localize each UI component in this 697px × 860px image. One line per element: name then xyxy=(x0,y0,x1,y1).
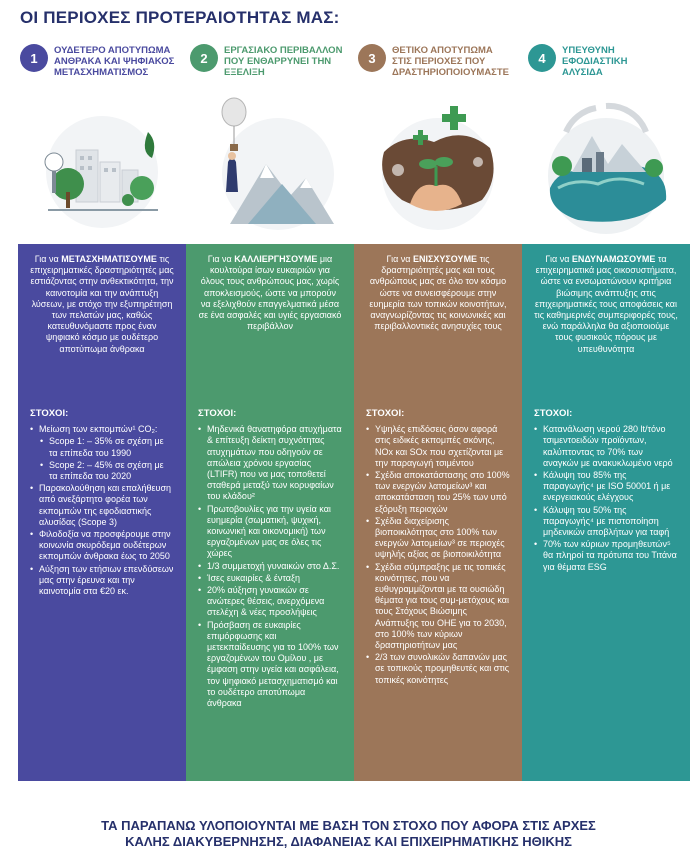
goal-item: • Κάλυψη του 50% της παραγωγής⁴ με πιστοποίηση μηδενικών αποβλήτων για ταφή xyxy=(534,505,678,539)
goal-item: • Μείωση των εκπομπών¹ CO₂: xyxy=(30,424,174,435)
pillar-number-badge: 2 xyxy=(190,44,218,72)
footer-statement: ΤΑ ΠΑΡΑΠΑΝΩ ΥΛΟΠΟΙΟΥΝΤΑΙ ΜΕ ΒΑΣΗ ΤΟΝ ΣΤΟΧΟ ΠΟΥ ΑΦΟΡΑ ΣΤΙΣ ΑΡΧΕΣ ΚΑΛΗΣ ΔΙΑΚΥΒΕΡΝΗΣΗΣ, ΔΙΑΦΑΝΕΙΑΣ ΚΑΙ ΕΠΙΧΕΙΡΗΜΑΤΙΚΗΣ ΗΘΙΚΗΣ xyxy=(101,818,596,849)
pillar-number-badge: 3 xyxy=(358,44,386,72)
pillar-intro: Για να ΕΝΙΣΧΥΣΟΥΜΕ τις δραστηριότητές μας και τους ανθρώπους μας σε όλο τον κόσμο ώστε να συνεισφέρουμε στην ευημερία των τοπικών κοινοτήτων, αναγνωρίζοντας τις κοινωνικές και περιβαλλοντικές ανησυχίες τους xyxy=(369,254,507,332)
pillar-column-3 xyxy=(354,244,522,781)
pillar-number-badge: 4 xyxy=(528,44,556,72)
goal-item: • 2/3 των συνολικών δαπανών μας σε τοπικούς προμηθευτές και στις τοπικές κοινότητες xyxy=(366,652,510,686)
illustration-water-cycle xyxy=(522,92,690,242)
goal-item: • Πρόσβαση σε ευκαιρίες επιμόρφωσης και μετεκπαίδευσης για το 100% των εργαζομένων του Ομίλου , με έμφαση στην υγεία και ασφάλεια, τον ψηφιακό μετασχηματισμό και το ουδέτερο αποτύπωμα άνθρακα xyxy=(198,620,342,710)
pillar-intro: Για να ΜΕΤΑΣΧΗΜΑΤΙΣΟΥΜΕ τις επιχειρηματικές δραστηριότητές μας εστιάζοντας στην ανθεκτικότητα, την καινοτομία και την ανάπτυξη λύσεων, με στόχο την εξυπηρέτηση των πελατών μας, καθώς κατευθυνόμαστε προς έναν ψηφιακό κόσμο με ουδέτερο αποτύπωμα άνθρακα xyxy=(30,254,174,354)
goal-subitem: • Scope 1: – 35% σε σχέση με τα επίπεδα του 1990 xyxy=(30,436,174,458)
pillar-title: ΘΕΤΙΚΟ ΑΠΟΤΥΠΩΜΑ ΣΤΙΣ ΠΕΡΙΟΧΕΣ ΠΟΥ ΔΡΑΣΤΗΡΙΟΠΟΙΟΥΜΑΣΤΕ xyxy=(392,45,510,78)
goals-list xyxy=(30,424,174,597)
goals-heading: ΣΤΟΧΟΙ: xyxy=(534,408,573,419)
goal-item: • Σχέδια σύμπραξης με τις τοπικές κοινότητες, που να ευθυγραμμίζονται με τα ουσιώδη θέματα για τους συμ-μετόχους και τους Στόχους Βιώσιμης Ανάπτυξης του ΟΗΕ για το 2030, στο 100% των κύριων δραστηριοτήτων μας xyxy=(366,562,510,652)
pillar-number-badge: 1 xyxy=(20,44,48,72)
pillar-title: ΥΠΕΥΘΥΝΗ ΕΦΟΔΙΑΣΤΙΚΗ ΑΛΥΣΙΔΑ xyxy=(562,45,628,78)
goals-heading: ΣΤΟΧΟΙ: xyxy=(198,408,237,419)
goal-item: • Πρωτοβουλίες για την υγεία και ευημερία (σωματική, ψυχική, κοινωνική και οικονομική) των εργαζομένων μας σε όλες τις χώρες xyxy=(198,504,342,560)
goal-item: • 70% των κύριων προμηθευτών⁵ θα πληροί τα πρότυπα του Τιτάνα για θέματα ESG xyxy=(534,539,678,573)
goal-item: • Κατανάλωση νερού 280 lt/τόνο τσιμεντοειδών προϊόντων, καλύπτοντας το 70% των αναγκών με ανακυκλωμένο νερό xyxy=(534,424,678,469)
goal-item: • 1/3 συμμετοχή γυναικών στο Δ.Σ. xyxy=(198,561,342,572)
illustration-plant-hands xyxy=(354,92,522,242)
goal-subitem: • Scope 2: – 45% σε σχέση με τα επίπεδα του 2020 xyxy=(30,460,174,482)
goal-item: • Μηδενικά θανατηφόρα ατυχήματα & επίτευξη δείκτη συχνότητας ατυχημάτων που οδηγούν σε απώλεια χρόνου εργασίας (LTIFR) που να μας τοποθετεί σταθερά μεταξύ των κορυφαίων του κλάδου² xyxy=(198,424,342,502)
page-title: ΟΙ ΠΕΡΙΟΧΕΣ ΠΡΟΤΕΡΑΙΟΤΗΤΑΣ ΜΑΣ: xyxy=(20,8,340,27)
goal-item: • Κάλυψη του 85% της παραγωγής⁴ με ISO 50001 ή με ενεργειακούς ελέγχους xyxy=(534,470,678,504)
goal-item: • 20% αύξηση γυναικών σε ανώτερες θέσεις, ανερχόμενα στελέχη & νέες προσλήψεις xyxy=(198,585,342,619)
pillar-title: ΕΡΓΑΣΙΑΚΟ ΠΕΡΙΒΑΛΛΟΝ ΠΟΥ ΕΝΘΑΡΡΥΝΕΙ ΤΗΝ ΕΞΕΛΙΞΗ xyxy=(224,45,343,78)
goal-item: • Σχέδια διαχείρισης βιοποικιλότητας στο 100% των ενεργών λατομείων³ σε περιοχές υψηλής αξίας σε βιοποικιλότητα xyxy=(366,516,510,561)
goal-item: • Υψηλές επιδόσεις όσον αφορά στις ειδικές εκπομπές σκόνης, NOx και SOx που σχετίζονται με την παραγωγή τσιμέντου xyxy=(366,424,510,469)
goals-heading: ΣΤΟΧΟΙ: xyxy=(366,408,405,419)
goal-item: • Ίσες ευκαιρίες & ένταξη xyxy=(198,573,342,584)
goals-heading: ΣΤΟΧΟΙ: xyxy=(30,408,69,419)
goals-list xyxy=(366,424,510,686)
illustration-city-nature xyxy=(18,92,186,242)
goal-item: • Φιλοδοξία να προσφέρουμε στην κοινωνία σκυρόδεμα ουδέτερων εκπομπών άνθρακα έως το 2050 xyxy=(30,529,174,563)
pillar-intro: Για να ΕΝΔΥΝΑΜΩΣΟΥΜΕ τα επιχειρηματικά μας οικοσυστήματα, ώστε να ενσωματώνουν κριτήρια βιώσιμης ανάπτυξης στις επιχειρηματικές τους αποφάσεις και τις καθημερινές συμπεριφορές τους, ενώ παράλληλα θα αξιοποιούμε τους φυσικούς πόρους με υπευθυνότητα xyxy=(534,254,678,354)
pillar-column-2 xyxy=(186,244,354,781)
pillar-header-1 xyxy=(20,44,184,80)
goals-list xyxy=(534,424,678,573)
pillar-header-4 xyxy=(528,44,692,80)
illustration-balloon-mountains xyxy=(186,92,354,242)
goal-item: • Αύξηση των ετήσιων επενδύσεων μας στην έρευνα και την καινοτομία στα €20 εκ. xyxy=(30,564,174,598)
pillar-column-1 xyxy=(18,244,186,781)
goals-list xyxy=(198,424,342,709)
pillar-intro: Για να ΚΑΛΛΙΕΡΓΗΣΟΥΜΕ μια κουλτούρα ίσων ευκαιριών για όλους τους ανθρώπους μας, χωρίς αποκλεισμούς, ώστε να μπορούν να εξελιχθούν επαγγελματικά μέσα σε ένα ασφαλές και υγιές εργασιακό περιβάλλον xyxy=(198,254,342,332)
pillar-column-4 xyxy=(522,244,690,781)
pillar-header-2 xyxy=(190,44,354,80)
pillar-title: ΟΥΔΕΤΕΡΟ ΑΠΟΤΥΠΩΜΑ ΑΝΘΡΑΚΑ ΚΑΙ ΨΗΦΙΑΚΟΣ ΜΕΤΑΣΧΗΜΑΤΙΣΜΟΣ xyxy=(54,45,175,78)
goal-item: • Παρακολούθηση και επαλήθευση από ανεξάρτητο φορέα των εκπομπών της εφοδιαστικής αλυσίδας (Scope 3) xyxy=(30,483,174,528)
pillar-header-3 xyxy=(358,44,522,80)
goal-item: • Σχέδια αποκατάστασης στο 100% των ενεργών λατομείων³ και αποκατάσταση του 25% των υπό εξόρυξη περιοχών xyxy=(366,470,510,515)
